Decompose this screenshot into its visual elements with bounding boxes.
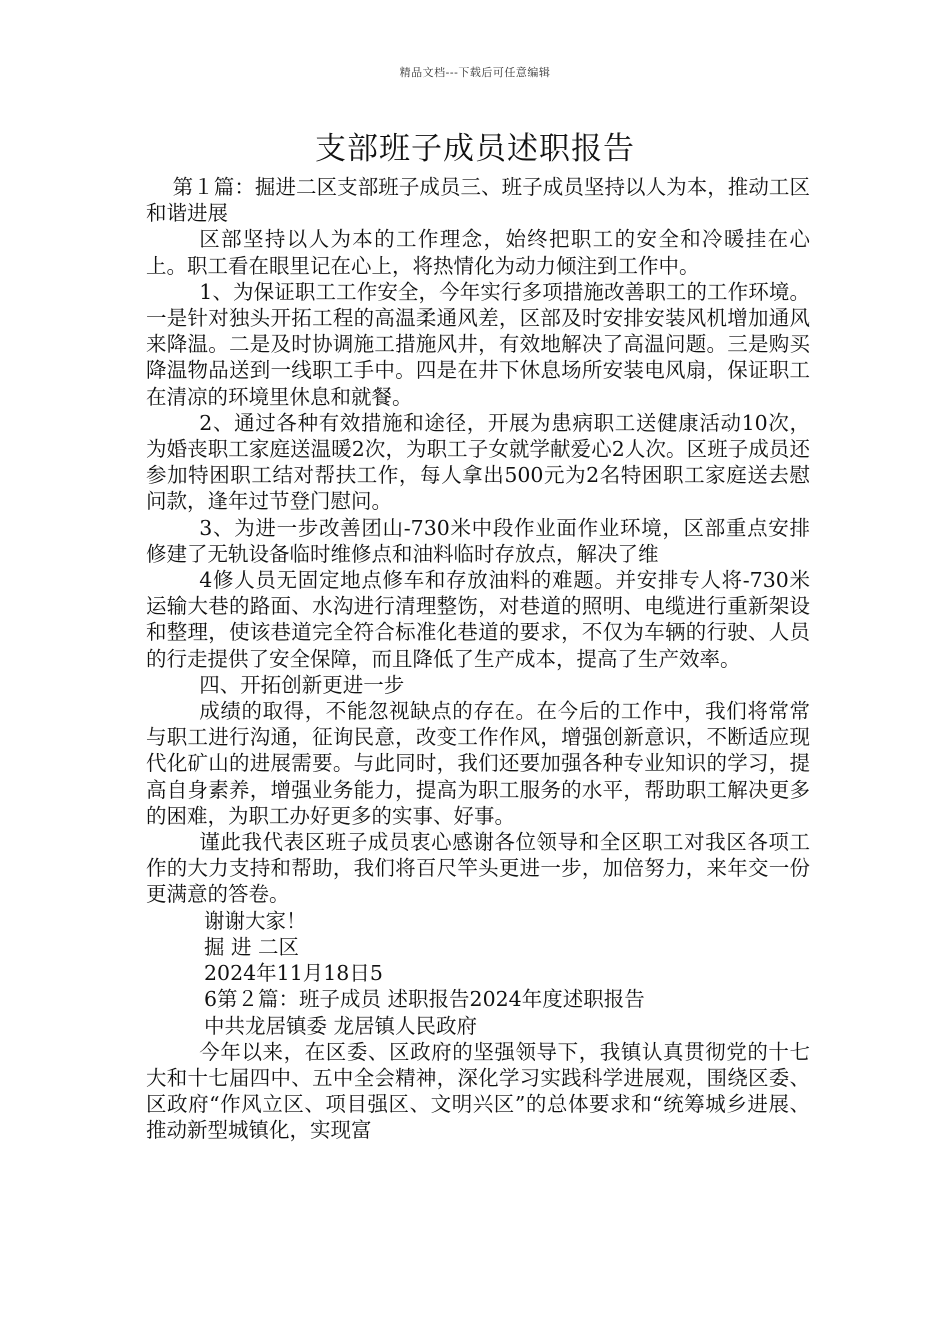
paragraph-care-activities: 2、通过各种有效措施和途径，开展为患病职工送健康活动10次，为婚丧职工家庭送温暖2次，为职工子女就学献爱心2人次。区班子成员还参加特困职工结对帮扶工作，每人拿出500元为2名特困职工家庭送去慰问款，逢年过节登门慰问。 [146, 410, 810, 514]
paragraph-safety-measures: 1、为保证职工工作安全，今年实行多项措施改善职工的工作环境。一是针对独头开拓工程的高温柔通风差，区部及时安排安装风机增加通风来降温。二是及时协调施工措施风井，有效地解决了高温问题。三是购买降温物品送到一线职工手中。四是在井下休息场所安装电风扇，保证职工在清凉的环境里休息和就餐。 [146, 279, 810, 409]
paragraph-1-heading: 第１篇：掘进二区支部班子成员三、班子成员坚持以人为本，推动工区和谐进展 [146, 175, 810, 226]
document-title: 支部班子成员述职报告 [315, 131, 635, 167]
paragraph-future-work: 成绩的取得，不能忽视缺点的存在。在今后的工作中，我们将常常与职工进行沟通，征询民意，改变工作作风，增强创新意识，不断适应现代化矿山的进展需要。与此同时，我们还要加强各种专业知识的学习，提高自身素养，增强业务能力，提高为职工服务的水平，帮助职工解决更多的困难，为职工办好更多的实事、好事。 [146, 699, 810, 828]
page-header-note: 精品文档---下载后可任意编辑 [399, 66, 551, 79]
paragraph-2-heading: 6第２篇：班子成员 述职报告2024年度述职报告 [204, 987, 645, 1012]
paragraph-roadway-renovation: 4修人员无固定地点修车和存放油料的难题。并安排专人将-730米运输大巷的路面、水沟进行清理整饬，对巷道的照明、电缆进行重新架设和整理，使该巷道完全符合标准化巷道的要求，不仅为车辆的行驶、人员的行走提供了安全保障，而且降低了生产成本，提高了生产效率。 [146, 568, 810, 671]
paragraph-people-oriented: 区部坚持以人为本的工作理念，始终把职工的安全和冷暖挂在心上。职工看在眼里记在心上，将热情化为动力倾注到工作中。 [146, 227, 810, 278]
section-heading-innovation: 四、开拓创新更进一步 [199, 672, 405, 697]
signature-unit: 掘 进 二区 [204, 934, 300, 959]
paragraph-2-organization: 中共龙居镇委 龙居镇人民政府 [204, 1013, 478, 1038]
paragraph-thanks: 谨此我代表区班子成员衷心感谢各位领导和全区职工对我区各项工作的大力支持和帮助，我们将百尺竿头更进一步，加倍努力，来年交一份更满意的答卷。 [146, 830, 810, 907]
signature-date: 2024年11月18日5 [204, 961, 383, 986]
document-body [146, 174, 810, 1144]
paragraph-environment-improvement: 3、为进一步改善团山-730米中段作业面作业环境，区部重点安排修建了无轨设备临时维修点和油料临时存放点，解决了维 [146, 515, 810, 566]
paragraph-2-intro: 今年以来，在区委、区政府的坚强领导下，我镇认真贯彻党的十七大和十七届四中、五中全会精神，深化学习实践科学进展观，围绕区委、区政府“作风立区、项目强区、文明兴区”的总体要求和“统筹城乡进展、推动新型城镇化，实现富 [146, 1039, 810, 1143]
closing-thanks: 谢谢大家！ [204, 908, 307, 933]
